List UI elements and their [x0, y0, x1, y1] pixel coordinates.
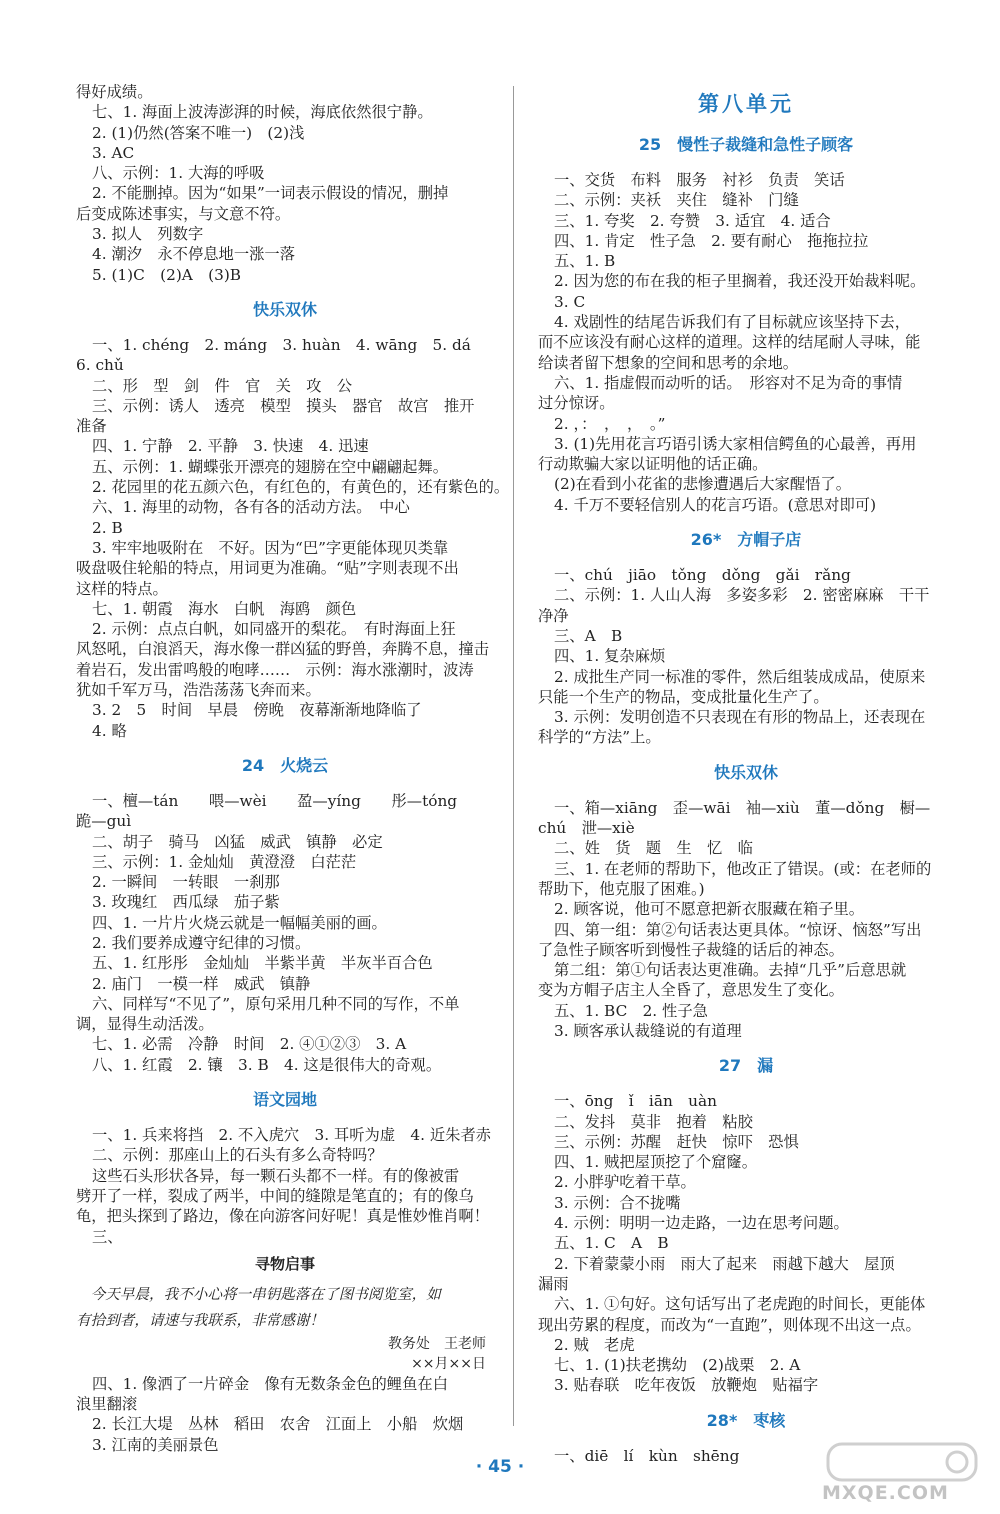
column-divider [513, 86, 514, 1426]
answer-line: 3. 拟人 列数字 [92, 225, 204, 244]
answer-line: 犹如千军万马，浩浩荡荡飞奔而来。 [76, 681, 321, 700]
answer-line: 四、1. 肯定 性子急 2. 要有耐心 拖拖拉拉 [554, 231, 869, 250]
answer-line: 过分惊讶。 [538, 394, 615, 413]
answer-line: 龟，把头探到了路边，像在向游客问好呢！真是惟妙惟肖啊！ [76, 1207, 490, 1226]
answer-line: 了急性子顾客听到慢性子裁缝的话后的神态。 [538, 940, 844, 959]
answer-line: 浪里翻滚 [76, 1395, 138, 1414]
right-column [538, 82, 954, 1466]
answer-line: 2. 不能删掉。因为“如果”一词表示假设的情况，删掉 [92, 184, 449, 203]
answer-line: 2. 小胖驴吃着干草。 [554, 1173, 696, 1192]
section-heading: 24 火烧云 [241, 755, 329, 775]
answer-line: 三、示例：苏醒 赶快 惊吓 恐惧 [554, 1132, 799, 1151]
answer-line: 七、1. 必需 冷静 时间 2. ④①②③ 3. A [92, 1035, 407, 1054]
answer-line: 2. 顾客说，他可不愿意把新衣服藏在箱子里。 [554, 900, 865, 919]
answer-line: 六、1. 海里的动物，各有各的活动方法。 中心 [92, 498, 410, 517]
answer-line: 二、示例：夹袄 夹住 缝补 门缝 [554, 191, 799, 210]
answer-line: 着岩石，发出雷鸣般的咆哮…… 示例：海水涨潮时，波涛 [76, 660, 474, 679]
answer-line: 3. 牢牢地吸附在 不好。因为“巴”字更能体现贝类靠 [92, 538, 449, 557]
answer-line: 只能一个生产的物品，变成批量化生产了。 [538, 687, 829, 706]
answer-line: 2. 贼 老虎 [554, 1335, 635, 1354]
answer-line: 净净 [538, 606, 569, 625]
answer-line: 六、1. ①句好。这句话写出了老虎跑的时间长，更能体 [554, 1295, 926, 1314]
answer-line: 吸盘吸住轮船的特点，用词更为准确。“贴”字则表现不出 [76, 559, 459, 578]
section-heading: 26* 方帽子店 [690, 530, 802, 550]
answer-line: 这样的特点。 [76, 579, 168, 598]
answer-line: 四、1. 像洒了一片碎金 像有无数条金色的鲤鱼在白 [92, 1374, 448, 1393]
answer-line: 变为方帽子店主人全昏了，意思发生了变化。 [538, 981, 844, 1000]
answer-line: 3. C [554, 292, 586, 311]
section-heading: 语文园地 [252, 1090, 317, 1110]
answer-line: 一、檀—tán 喂—wèi 盈—yíng 彤—tóng [92, 791, 458, 810]
answer-line: 四、1. 复杂麻烦 [554, 647, 666, 666]
answer-line: 一、ōng ǐ iān uàn [554, 1092, 717, 1111]
answer-line: 五、1. C A B [554, 1234, 669, 1253]
handwritten-notice-line: 今天早晨，我不小心将一串钥匙落在了图书阅览室，如 [76, 1285, 441, 1303]
answer-line: 得好成绩。 [76, 83, 153, 101]
watermark-stamp-icon [822, 1440, 982, 1484]
answer-line: 3. 示例：发明创造不只表现在有形的物品上，还表现在 [554, 708, 926, 727]
answer-line: 3. AC [92, 143, 135, 162]
answer-line: 2. 长江大堤 丛林 稻田 农舍 江面上 小船 炊烟 [92, 1415, 464, 1434]
answer-line: 3. (1)先用花言巧语引诱大家相信鳄鱼的心最善，再用 [554, 434, 917, 453]
answer-line: 一、diē lí kùn shēng [554, 1446, 740, 1465]
answer-line: 2. B [92, 518, 123, 537]
answer-line: 一、箱—xiāng 歪—wāi 袖—xiù 董—dǒng 橱— [554, 798, 931, 817]
answer-line: 4. 示例：明明一边走路，一边在思考问题。 [554, 1214, 849, 1233]
answer-line: 二、胡子 骑马 凶猛 威武 镇静 必定 [92, 832, 383, 851]
notice-title: 寻物启事 [254, 1254, 315, 1273]
answer-line: 帮助下，他克服了困难。) [538, 879, 705, 898]
answer-line: 四、1. 贼把屋顶挖了个窟窿。 [554, 1153, 758, 1172]
answer-line: 后变成陈述事实，与文意不符。 [76, 204, 291, 223]
answer-line: 调，显得生动活泼。 [76, 1015, 214, 1034]
answer-line: 一、1. chéng 2. máng 3. huàn 4. wāng 5. dá [92, 335, 471, 354]
answer-line: (2)在看到小花雀的悲惨遭遇后大家醒悟了。 [554, 475, 852, 494]
answer-line: 二、发抖 莫非 抱着 粘胶 [554, 1112, 753, 1131]
answer-line: 4. 潮汐 永不停息地一涨一落 [92, 245, 296, 264]
answer-line: 4. 戏剧性的结尾告诉我们有了目标就应该坚持下去， [554, 313, 910, 332]
answer-line: 四、1. 一片片火烧云就是一幅幅美丽的画。 [92, 913, 387, 932]
answer-line: 二、姓 货 题 生 忆 临 [554, 839, 753, 858]
answer-line: 七、1. 朝霞 海水 白帆 海鸥 颜色 [92, 599, 357, 618]
answer-line: 2. 因为您的布在我的柜子里搁着，我还没开始裁料呢。 [554, 272, 926, 291]
answer-line: 4. 略 [92, 721, 127, 740]
answer-line: 三、1. 在老师的帮助下，他改正了错误。(或：在老师的 [554, 859, 932, 878]
answer-line: 3. 示例：合不拢嘴 [554, 1193, 681, 1212]
answer-line: 2. 花园里的花五颜六色，有红色的，有黄色的，还有紫色的。 [92, 478, 510, 497]
answer-line: 5. (1)C (2)A (3)B [92, 265, 242, 284]
answer-line: 七、1. (1)扶老携幼 (2)战栗 2. A [554, 1356, 801, 1375]
answer-line: 六、同样写“不见了”，原句采用几种不同的写作，不单 [92, 994, 460, 1013]
section-heading: 快乐双休 [713, 762, 778, 782]
answer-line: 3. 顾客承认裁缝说的有道理 [554, 1021, 742, 1040]
answer-line: 给读者留下想象的空间和思考的余地。 [538, 353, 799, 372]
left-column [76, 82, 510, 1455]
unit-heading: 第八单元 [698, 91, 794, 116]
answer-line: 跪—guì [76, 812, 132, 831]
notice-signature: ××月××日 [411, 1355, 486, 1372]
answer-line: 2. 庙门 一模一样 威武 镇静 [92, 974, 311, 993]
answer-line: 行动欺骗大家以证明他的话正确。 [538, 455, 768, 474]
answer-line: 2. 下着蒙蒙小雨 雨大了起来 雨越下越大 屋顶 [554, 1254, 895, 1273]
answer-line: 一、chú jiāo tǒng dǒng gǎi rǎng [554, 566, 851, 585]
answer-line: 二、示例：1. 人山人海 多姿多彩 2. 密密麻麻 干干 [554, 586, 930, 605]
answer-line: 三、 [92, 1227, 123, 1246]
section-heading: 25 慢性子裁缝和急性子顾客 [638, 135, 854, 154]
section-heading: 快乐双休 [252, 299, 317, 319]
answer-line: 四、第一组：第②句话表达更具体。“惊讶、恼怒”写出 [554, 920, 922, 939]
answer-line: 准备 [76, 417, 107, 436]
answer-line: 现出劳累的程度，而改为“一直跑”，则体现不出这一点。 [538, 1315, 921, 1334]
watermark-logo [822, 1440, 982, 1504]
answer-line: chú 泄—xiè [538, 819, 635, 838]
answer-line: 科学的“方法”上。 [538, 728, 661, 747]
answer-line: 2. 一瞬间 一转眼 一刹那 [92, 873, 280, 892]
answer-line: 四、1. 宁静 2. 平静 3. 快速 4. 迅速 [92, 437, 369, 456]
handwritten-notice-line: 有拾到者，请速与我联系，非常感谢！ [76, 1311, 325, 1329]
answer-line: 2. 成批生产同一标准的零件，然后组装成成品，使原来 [554, 667, 926, 686]
answer-line: 3. 2 5 时间 早晨 傍晚 夜幕渐渐地降临了 [92, 701, 422, 720]
answer-line: 劈开了一样，裂成了两半，中间的缝隙是笔直的；有的像乌 [76, 1186, 474, 1205]
answer-line: 2. (1)仍然(答案不唯一) (2)浅 [92, 123, 305, 142]
answer-line: 八、示例：1. 大海的呼吸 [92, 164, 265, 183]
answer-line: 五、示例：1. 蝴蝶张开漂亮的翅膀在空中翩翩起舞。 [92, 457, 448, 476]
answer-line: 二、示例：那座山上的石头有多么奇特吗？ [92, 1146, 383, 1165]
section-heading: 28* 枣核 [706, 1410, 786, 1430]
section-heading: 27 漏 [718, 1056, 774, 1076]
answer-line: 3. 江南的美丽景色 [92, 1435, 219, 1454]
answer-line: 而不应该没有耐心这样的道理。这样的结尾耐人寻味，能 [538, 333, 921, 352]
watermark-text: MXQE.COM [822, 1482, 949, 1504]
answer-line: 三、示例：诱人 透亮 模型 摸头 器官 故宫 推开 [92, 396, 475, 415]
answer-line: 五、1. B [554, 252, 616, 271]
answer-line: 二、形 型 剑 件 官 关 攻 公 [92, 376, 353, 395]
answer-line: 这些石头形状各异，每一颗石头都不一样。有的像被雷 [92, 1166, 460, 1185]
answer-line: 2. ，： ， ， 。” [554, 414, 666, 433]
answer-line: 三、1. 夸奖 2. 夸赞 3. 适宜 4. 适合 [554, 211, 831, 230]
answer-line: 3. 贴春联 吃年夜饭 放鞭炮 贴福字 [554, 1376, 819, 1395]
page-number: · 45 · [475, 1457, 525, 1477]
answer-line: 七、1. 海面上波涛澎湃的时候，海底依然很宁静。 [92, 103, 433, 122]
answer-line: 风怒吼，白浪滔天，海水像一群凶猛的野兽，奔腾不息，撞击 [76, 640, 490, 659]
notice-signature: 教务处 王老师 [388, 1335, 486, 1352]
answer-line: 3. 玫瑰红 西瓜绿 茄子紫 [92, 893, 280, 912]
answer-line: 三、A B [554, 626, 623, 645]
answer-line: 6. chǔ [76, 356, 124, 375]
answer-line: 2. 我们要养成遵守纪律的习惯。 [92, 933, 311, 952]
answer-line: 六、1. 指虚假而动听的话。 形容对不足为奇的事情 [554, 373, 903, 392]
answer-line: 2. 示例：点点白帆，如同盛开的梨花。 有时海面上狂 [92, 620, 456, 639]
answer-line: 八、1. 红霞 2. 镶 3. B 4. 这是很伟大的奇观。 [92, 1055, 442, 1074]
answer-line: 4. 千万不要轻信别人的花言巧语。(意思对即可) [554, 495, 877, 514]
answer-line: 第二组：第①句话表达更准确。去掉“几乎”后意思就 [554, 961, 907, 980]
answer-line: 三、示例：1. 金灿灿 黄澄澄 白茫茫 [92, 852, 357, 871]
answer-line: 五、1. 红彤彤 金灿灿 半紫半黄 半灰半百合色 [92, 954, 433, 973]
answer-line: 漏雨 [538, 1274, 569, 1293]
answer-line: 一、1. 兵来将挡 2. 不入虎穴 3. 耳听为虚 4. 近朱者赤 [92, 1126, 492, 1145]
answer-line: 一、交货 布料 服务 衬衫 负责 笑话 [554, 171, 845, 189]
answer-line: 五、1. BC 2. 性子急 [554, 1001, 708, 1020]
